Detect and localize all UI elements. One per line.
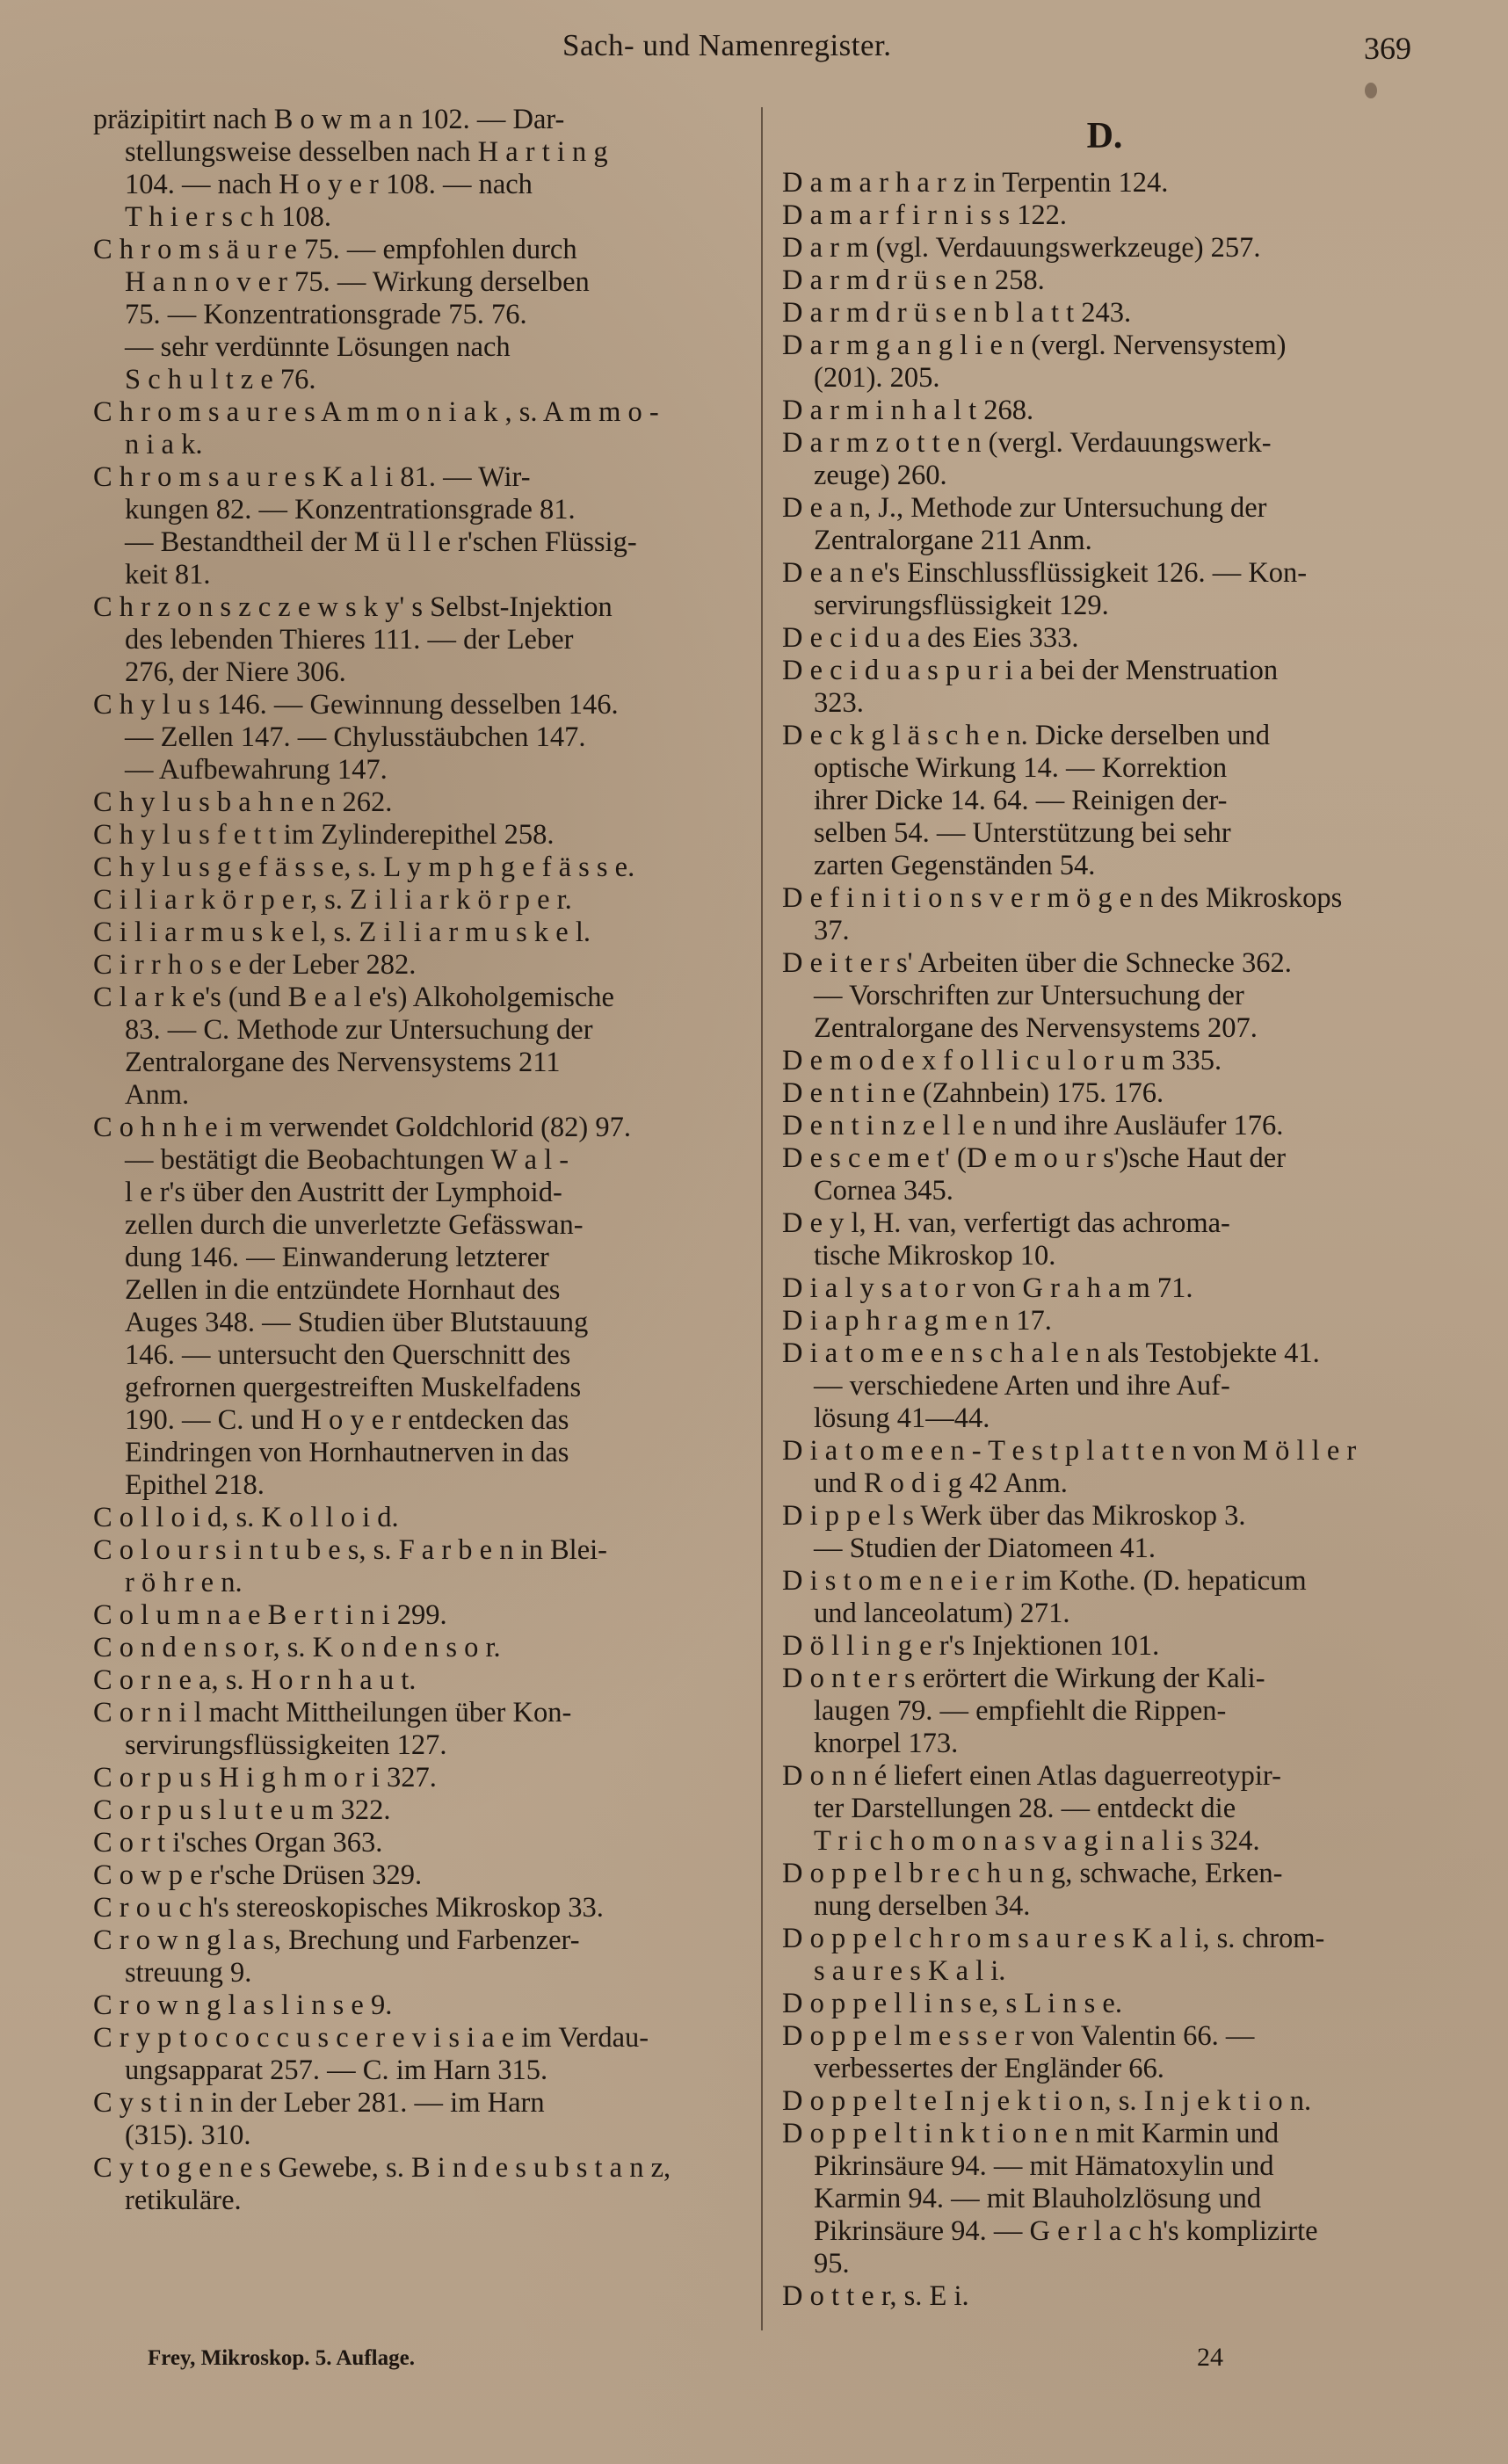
index-entry-line: C h r o m s a u r e s K a l i 81. — Wir- — [93, 461, 531, 493]
index-entry-line: 37. — [814, 915, 850, 946]
index-entry-line: D o p p e l t i n k t i o n e n mit Karmin und — [782, 2118, 1280, 2149]
index-entry — [782, 2280, 1427, 2313]
index-entry — [782, 1663, 1427, 1760]
index-entry-line: S c h u l t z e 76. — [125, 364, 316, 395]
index-entry — [782, 1760, 1427, 1858]
index-entry — [93, 234, 738, 396]
index-entry-line: D o t t e r, s. E i. — [782, 2280, 969, 2312]
index-entry-line: — Vorschriften zur Untersuchung der — [814, 980, 1244, 1011]
index-entry-line: D i a l y s a t o r von G r a h a m 71. — [782, 1272, 1193, 1304]
index-entry-line: gefrornen quergestreiften Muskelfadens — [125, 1372, 582, 1403]
index-entry — [93, 461, 738, 591]
index-entry-line: C r o w n g l a s, Brechung und Farbenzer- — [93, 1924, 580, 1956]
index-entry — [782, 1077, 1427, 1110]
index-entry — [782, 1435, 1427, 1500]
index-entry-line: D o p p e l t e I n j e k t i o n, s. I n j e k t i o n. — [782, 2085, 1312, 2117]
index-entry-line: C o l u m n a e B e r t i n i 299. — [93, 1599, 447, 1631]
index-entry — [782, 199, 1427, 232]
index-entry-line: 323. — [814, 687, 864, 719]
index-entry — [93, 1827, 738, 1859]
index-entry — [782, 1988, 1427, 2020]
index-entry — [782, 1337, 1427, 1435]
index-entry-line: zarten Gegenständen 54. — [814, 850, 1096, 881]
index-entry-line: C o r n e a, s. H o r n h a u t. — [93, 1664, 417, 1696]
index-entry — [782, 655, 1427, 720]
index-entry-line: C o l o u r s i n t u b e s, s. F a r b e n in Blei- — [93, 1534, 607, 1566]
index-entry — [782, 1272, 1427, 1305]
index-entry-line: C y s t i n in der Leber 281. — im Harn — [93, 2087, 545, 2119]
index-entry — [782, 1500, 1427, 1565]
index-entry-line: Pikrinsäure 94. — mit Hämatoxylin und — [814, 2150, 1274, 2182]
index-entry — [782, 947, 1427, 1045]
index-entry — [93, 949, 738, 982]
index-entry — [93, 917, 738, 949]
index-entry-line: (315). 310. — [125, 2120, 251, 2151]
index-entry-line: D e i t e r s' Arbeiten über die Schnecke 362. — [782, 947, 1292, 979]
index-entry-line: C r o w n g l a s l i n s e 9. — [93, 1989, 393, 2021]
footer-signature: Frey, Mikroskop. 5. Auflage. — [148, 2346, 415, 2370]
index-entry — [782, 2085, 1427, 2118]
index-entry-line: ungsapparat 257. — C. im Harn 315. — [125, 2055, 548, 2086]
index-entry-line: C o l l o i d, s. K o l l o i d. — [93, 1502, 399, 1533]
index-entry-line: D e s c e m e t' (D e m o u r s')sche Haut der — [782, 1142, 1287, 1174]
index-entry-line: D a r m g a n g l i e n (vergl. Nervensystem) — [782, 330, 1287, 361]
index-entry-line: D a r m d r ü s e n b l a t t 243. — [782, 297, 1132, 329]
index-entry — [93, 1924, 738, 1989]
index-entry-line: dung 146. — Einwanderung letzterer — [125, 1242, 549, 1273]
index-entry — [93, 1599, 738, 1632]
right-column-entries — [782, 167, 1427, 2313]
index-entry-line: retikuläre. — [125, 2185, 242, 2216]
index-entry — [93, 1112, 738, 1502]
index-entry — [93, 786, 738, 819]
index-entry — [782, 492, 1427, 557]
index-entry — [782, 557, 1427, 622]
index-entry — [93, 2152, 738, 2217]
index-entry — [93, 852, 738, 884]
index-entry-line: Epithel 218. — [125, 1469, 265, 1501]
index-entry-line: kungen 82. — Konzentrationsgrade 81. — [125, 494, 576, 525]
index-entry — [93, 884, 738, 917]
index-entry-line: D a r m z o t t e n (vergl. Verdauungswerk- — [782, 427, 1272, 459]
index-entry-line: C h y l u s 146. — Gewinnung desselben 146. — [93, 689, 619, 721]
index-entry-line: laugen 79. — empfiehlt die Rippen- — [814, 1695, 1227, 1727]
index-entry-line: zeuge) 260. — [814, 460, 947, 491]
index-entry — [782, 1923, 1427, 1988]
index-entry — [93, 104, 738, 234]
index-entry-line: tische Mikroskop 10. — [814, 1240, 1056, 1272]
index-entry-line: stellungsweise desselben nach H a r t i n g — [125, 136, 608, 168]
index-entry-line: — sehr verdünnte Lösungen nach — [125, 331, 511, 363]
index-entry-line: 146. — untersucht den Querschnitt des — [125, 1339, 571, 1371]
index-entry-line: D o p p e l m e s s e r von Valentin 66. — — [782, 2020, 1255, 2052]
index-entry-line: C i l i a r k ö r p e r, s. Z i l i a r k ö r p e r. — [93, 884, 572, 916]
index-entry-line: D e n t i n e (Zahnbein) 175. 176. — [782, 1077, 1164, 1109]
index-entry — [93, 1632, 738, 1664]
index-entry-line: D i s t o m e n e i e r im Kothe. (D. hepaticum — [782, 1565, 1307, 1597]
index-entry — [782, 882, 1427, 947]
index-entry — [782, 1858, 1427, 1923]
index-entry-line: knorpel 173. — [814, 1728, 959, 1759]
index-entry-line: — Bestandtheil der M ü l l e r'schen Flüssig- — [125, 526, 637, 558]
index-entry-line: streuung 9. — [125, 1957, 252, 1989]
index-entry-line: C o n d e n s o r, s. K o n d e n s o r. — [93, 1632, 501, 1663]
index-entry-line: Zentralorgane des Nervensystems 211 — [125, 1047, 561, 1078]
index-entry-line: — bestätigt die Beobachtungen W a l - — [125, 1144, 569, 1176]
index-entry — [782, 265, 1427, 297]
index-entry-line: Karmin 94. — mit Blauholzlösung und — [814, 2183, 1262, 2214]
index-entry-line: C o h n h e i m verwendet Goldchlorid (82) 97. — [93, 1112, 631, 1143]
index-entry — [782, 1110, 1427, 1142]
index-entry — [782, 427, 1427, 492]
index-entry-line: (201). 205. — [814, 362, 940, 394]
index-entry-line: Zentralorgane des Nervensystems 207. — [814, 1012, 1258, 1044]
index-entry-line: D e c k g l ä s c h e n. Dicke derselben und — [782, 720, 1271, 751]
index-entry — [782, 1142, 1427, 1207]
index-entry-line: verbessertes der Engländer 66. — [814, 2053, 1164, 2084]
index-entry — [782, 395, 1427, 427]
index-entry — [93, 819, 738, 852]
index-entry-line: C h y l u s f e t t im Zylinderepithel 258. — [93, 819, 555, 851]
index-entry-line: C y t o g e n e s Gewebe, s. B i n d e s u b s t a n z, — [93, 2152, 671, 2184]
index-entry-line: und R o d i g 42 Anm. — [814, 1468, 1068, 1499]
index-entry — [93, 396, 738, 461]
index-entry-line: C h r o m s ä u r e 75. — empfohlen durch — [93, 234, 577, 265]
index-entry — [93, 1989, 738, 2022]
index-entry — [782, 622, 1427, 655]
column-divider — [761, 107, 763, 2330]
index-entry-line: C o r p u s H i g h m o r i 327. — [93, 1762, 437, 1794]
index-entry-line: D o p p e l l i n s e, s L i n s e. — [782, 1988, 1122, 2019]
index-entry — [782, 1565, 1427, 1630]
index-entry-line: — Zellen 147. — Chylusstäubchen 147. — [125, 721, 586, 753]
index-entry-line: keit 81. — [125, 559, 211, 591]
index-entry — [93, 1762, 738, 1794]
index-entry — [93, 591, 738, 689]
index-entry-line: C h y l u s g e f ä s s e, s. L y m p h g e f ä s s e. — [93, 852, 635, 883]
index-entry-line: Zellen in die entzündete Hornhaut des — [125, 1274, 561, 1306]
index-entry-line: D o p p e l c h r o m s a u r e s K a l i, s. chrom- — [782, 1923, 1325, 1954]
index-entry — [93, 1892, 738, 1924]
index-entry-line: Pikrinsäure 94. — G e r l a c h's komplizirte — [814, 2215, 1318, 2247]
page-header — [0, 28, 1508, 72]
index-entry-line: C i r r h o s e der Leber 282. — [93, 949, 417, 981]
index-entry-line: D i a t o m e e n s c h a l e n als Testobjekte 41. — [782, 1337, 1320, 1369]
index-entry-line: s a u r e s K a l i. — [814, 1955, 1006, 1987]
index-entry-line: l e r's über den Austritt der Lymphoid- — [125, 1177, 562, 1208]
index-entry-line: C h r z o n s z c z e w s k y' s Selbst-Injektion — [93, 591, 613, 623]
index-entry-line: Zentralorgane 211 Anm. — [814, 525, 1092, 556]
index-entry-line: präzipitirt nach B o w m a n 102. — Dar- — [93, 104, 565, 135]
index-entry-line: D i a t o m e e n - T e s t p l a t t e n von M ö l l e r — [782, 1435, 1357, 1467]
index-entry — [782, 1045, 1427, 1077]
index-entry-line: 276, der Niere 306. — [125, 656, 346, 688]
running-title: Sach- und Namenregister. — [562, 28, 892, 62]
index-entry-line: D ö l l i n g e r's Injektionen 101. — [782, 1630, 1160, 1662]
index-entry-line: 104. — nach H o y e r 108. — nach — [125, 169, 533, 200]
index-entry-line: Cornea 345. — [814, 1175, 953, 1207]
index-entry-line: ter Darstellungen 28. — entdeckt die — [814, 1793, 1236, 1824]
index-entry-line: nung derselben 34. — [814, 1890, 1031, 1922]
index-entry-line: D e n t i n z e l l e n und ihre Ausläufer 176. — [782, 1110, 1284, 1141]
index-entry-line: D a m a r f i r n i s s 122. — [782, 199, 1068, 231]
index-entry-line: — Aufbewahrung 147. — [125, 754, 388, 786]
index-entry — [782, 297, 1427, 330]
index-entry-line: C o r t i'sches Organ 363. — [93, 1827, 383, 1859]
page-number: 369 — [1364, 31, 1411, 66]
index-entry-line: D e m o d e x f o l l i c u l o r u m 335. — [782, 1045, 1222, 1076]
index-entry-line: C l a r k e's (und B e a l e's) Alkoholgemische — [93, 982, 614, 1013]
index-entry-line: 83. — C. Methode zur Untersuchung der — [125, 1014, 593, 1046]
index-entry — [782, 1305, 1427, 1337]
index-entry — [93, 2087, 738, 2152]
index-entry-line: Anm. — [125, 1079, 190, 1111]
index-entry — [93, 1859, 738, 1892]
index-entry-line: C i l i a r m u s k e l, s. Z i l i a r m u s k e l. — [93, 917, 591, 948]
footer-sheet-number: 24 — [1197, 2343, 1223, 2372]
index-entry — [93, 1664, 738, 1697]
section-letter: D. — [1086, 116, 1123, 156]
left-column — [93, 104, 738, 2217]
index-entry-line: Auges 348. — Studien über Blutstauung — [125, 1307, 589, 1338]
index-entry-line: D e f i n i t i o n s v e r m ö g e n des Mikroskops — [782, 882, 1343, 914]
index-entry — [93, 2022, 738, 2087]
index-entry-line: ihrer Dicke 14. 64. — Reinigen der- — [814, 785, 1228, 816]
index-entry — [782, 720, 1427, 882]
index-entry — [782, 1630, 1427, 1663]
index-entry-line: C o r n i l macht Mittheilungen über Kon- — [93, 1697, 572, 1728]
index-entry — [782, 167, 1427, 199]
index-entry-line: D i p p e l s Werk über das Mikroskop 3. — [782, 1500, 1246, 1532]
index-entry-line: D e y l, H. van, verfertigt das achroma- — [782, 1207, 1230, 1239]
ink-spot — [1365, 83, 1377, 98]
index-entry-line: optische Wirkung 14. — Korrektion — [814, 752, 1228, 784]
index-entry-line: C o w p e r'sche Drüsen 329. — [93, 1859, 423, 1891]
index-entry-line: C h y l u s b a h n e n 262. — [93, 786, 393, 818]
index-entry-line: 75. — Konzentrationsgrade 75. 76. — [125, 299, 527, 330]
index-entry-line: C h r o m s a u r e s A m m o n i a k , s. A m m o - — [93, 396, 659, 428]
index-entry — [93, 982, 738, 1112]
index-entry-line: 95. — [814, 2248, 850, 2279]
index-entry — [93, 1697, 738, 1762]
index-entry — [782, 232, 1427, 265]
index-entry-line: und lanceolatum) 271. — [814, 1598, 1070, 1629]
index-entry-line: D a r m i n h a l t 268. — [782, 395, 1034, 426]
index-entry-line: D e c i d u a s p u r i a bei der Menstruation — [782, 655, 1279, 686]
index-entry-line: lösung 41—44. — [814, 1402, 990, 1434]
index-entry-line: C r y p t o c o c c u s c e r e v i s i a e im Verdau- — [93, 2022, 649, 2054]
index-entry-line: — verschiedene Arten und ihre Auf- — [814, 1370, 1230, 1402]
index-entry-line: selben 54. — Unterstützung bei sehr — [814, 817, 1231, 849]
index-entry-line: T r i c h o m o n a s v a g i n a l i s 324. — [814, 1825, 1260, 1857]
index-entry-line: C o r p u s l u t e u m 322. — [93, 1794, 391, 1826]
index-entry-line: servirungsflüssigkeiten 127. — [125, 1729, 447, 1761]
index-entry-line: n i a k. — [125, 429, 203, 460]
index-entry — [782, 2020, 1427, 2085]
index-entry-line: D a r m d r ü s e n 258. — [782, 265, 1045, 296]
index-entry-line: D a r m (vgl. Verdauungswerkzeuge) 257. — [782, 232, 1261, 264]
index-entry-line: D o p p e l b r e c h u n g, schwache, Erken- — [782, 1858, 1283, 1889]
index-entry-line: r ö h r e n. — [125, 1567, 243, 1598]
index-entry-line: Eindringen von Hornhautnerven in das — [125, 1437, 569, 1468]
right-column — [782, 112, 1427, 2313]
index-entry — [782, 330, 1427, 395]
index-entry-line: D o n n é liefert einen Atlas daguerreotypir- — [782, 1760, 1281, 1792]
index-entry-line: zellen durch die unverletzte Gefässwan- — [125, 1209, 584, 1241]
index-entry-line: T h i e r s c h 108. — [125, 201, 331, 233]
index-entry-line: D e c i d u a des Eies 333. — [782, 622, 1079, 654]
index-entry — [782, 2118, 1427, 2280]
index-entry — [782, 1207, 1427, 1272]
index-entry-line: D o n t e r s erörtert die Wirkung der Kali- — [782, 1663, 1265, 1694]
index-entry-line: — Studien der Diatomeen 41. — [814, 1533, 1156, 1564]
index-entry-line: C r o u c h's stereoskopisches Mikroskop 33. — [93, 1892, 604, 1924]
index-entry — [93, 1534, 738, 1599]
index-entry — [93, 1794, 738, 1827]
index-entry — [93, 1502, 738, 1534]
index-entry-line: D i a p h r a g m e n 17. — [782, 1305, 1052, 1337]
index-entry-line: 190. — C. und H o y e r entdecken das — [125, 1404, 569, 1436]
index-entry-line: D a m a r h a r z in Terpentin 124. — [782, 167, 1169, 199]
index-entry-line: D e a n, J., Methode zur Untersuchung der — [782, 492, 1267, 524]
index-entry-line: D e a n e's Einschlussflüssigkeit 126. — Kon- — [782, 557, 1308, 589]
index-entry-line: des lebenden Thieres 111. — der Leber — [125, 624, 574, 656]
index-entry-line: servirungsflüssigkeit 129. — [814, 590, 1109, 621]
index-entry — [93, 689, 738, 786]
index-entry-line: H a n n o v e r 75. — Wirkung derselben — [125, 266, 590, 298]
